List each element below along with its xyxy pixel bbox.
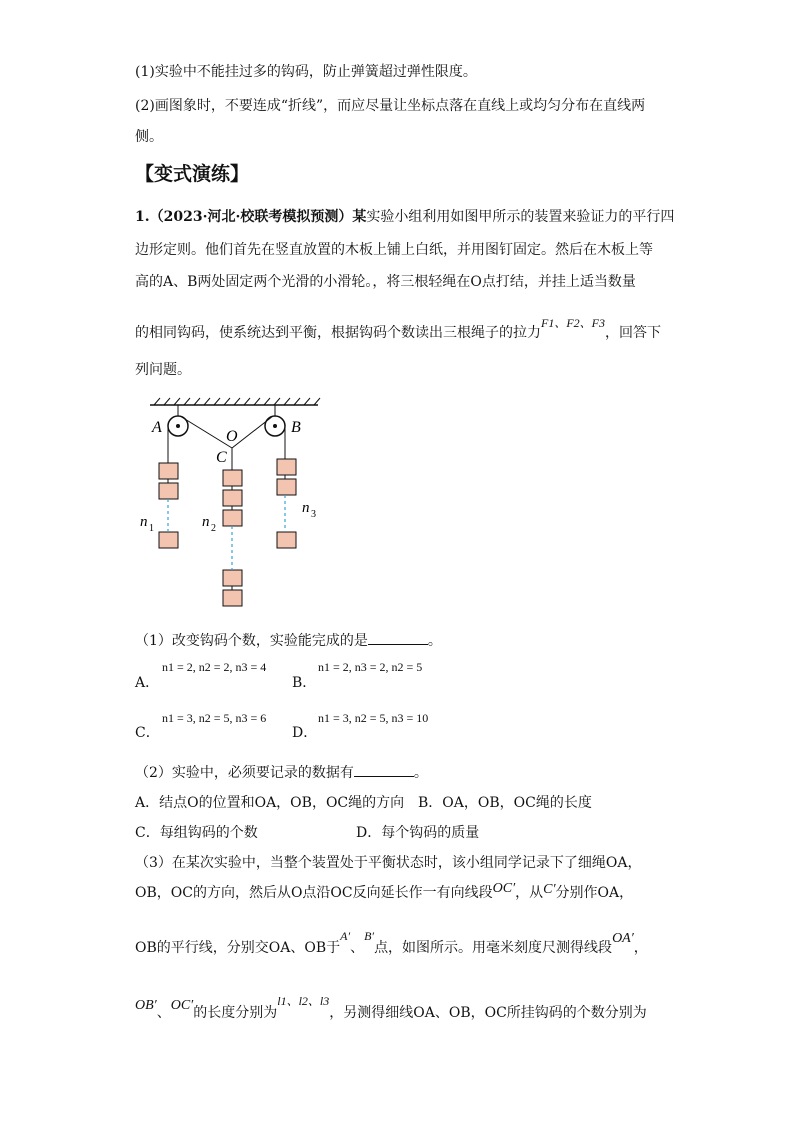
q3-line-3-c: ， [633, 940, 648, 956]
q1-option-d-eq: n1 = 3, n2 = 5, n3 = 10 [318, 711, 429, 725]
q3-line-1: （3）在某次实验中，当整个装置处于平衡状态时，该小组同学记录下了细绳OA， [135, 855, 642, 871]
label-a: A [152, 419, 162, 436]
q3-lengths: l1、l2、l3 [277, 994, 330, 1008]
q3-line-3-a: OB的平行线，分别交OA、OB于 [135, 940, 341, 956]
q3-sym-oa-prime: OA′ [612, 931, 634, 946]
q3-line-2-a: OB，OC的方向，然后从O点沿OC反向延长作一有向线段 [135, 885, 493, 901]
note-2-line-1: (2)画图象时，不要连成“折线”，而应尽量让坐标点落在直线上或均匀分布在直线两 [135, 98, 646, 114]
q3-line-3-sep: 、 [350, 940, 365, 956]
label-o: O [226, 428, 238, 445]
q1-option-c-label: C． [135, 725, 160, 741]
q1-option-a-eq: n1 = 2, n2 = 2, n3 = 4 [162, 660, 267, 674]
note-2-line-2: 侧。 [135, 129, 163, 145]
pulley-a-axle [176, 424, 180, 428]
q2-stem-text: （2）实验中，必须要记录的数据有 [135, 765, 354, 781]
label-n2: n [202, 514, 210, 530]
label-c: C [216, 449, 227, 466]
q3-line-4-b: ，另测得细线OA、OB，OC所挂钩码的个数分别为 [329, 1005, 647, 1021]
label-n3: n [302, 500, 310, 516]
q3-line-4-a: 的长度分别为 [193, 1005, 278, 1021]
q2-answer-blank[interactable] [354, 762, 414, 777]
problem-line-4-text-b: ，回答下 [605, 325, 661, 341]
q1-option-c-eq: n1 = 3, n2 = 5, n3 = 6 [162, 711, 267, 725]
problem-line-1 [135, 207, 674, 227]
q2-stem-end: 。 [413, 765, 428, 781]
problem-line-5: 列问题。 [135, 362, 191, 378]
problem-line-1-text: 实验小组利用如图甲所示的装置来验证力的平行四 [366, 209, 675, 225]
q1-option-b-label: B． [292, 675, 317, 691]
q3-sym-oc-prime: OC′ [492, 881, 516, 896]
q3-line-4-sep: 、 [156, 1005, 171, 1021]
label-n3-sub: 3 [311, 509, 316, 520]
q3-sym-oc-prime-2: OC′ [170, 998, 194, 1013]
q3-sym-b-prime: B′ [364, 929, 375, 943]
q2-option-d: D．每个钩码的质量 [356, 825, 480, 841]
problem-line-4-text-a: 的相同钩码，使系统达到平衡，根据钩码个数读出三根绳子的拉力 [135, 325, 541, 341]
ceiling-hatch [154, 398, 320, 405]
q1-option-a-label: A． [135, 675, 160, 691]
q3-line-3 [135, 929, 648, 959]
problem-line-4 [135, 316, 661, 343]
q3-line-2 [135, 883, 633, 904]
label-n1: n [140, 514, 148, 530]
q3-line-2-c: 分别作OA， [555, 885, 634, 901]
q3-sym-a-prime: A′ [340, 929, 351, 943]
pulley-b-axle [273, 424, 277, 428]
label-b: B [291, 419, 301, 436]
pulley-figure [140, 390, 330, 615]
section-title: 【变式演练】 [135, 163, 250, 185]
q1-answer-blank[interactable] [368, 630, 428, 645]
q2-stem [135, 762, 428, 783]
q2-option-b: B．OA，OB，OC绳的长度 [418, 795, 592, 811]
problem-number: 1. [135, 209, 150, 225]
q1-option-d-label: D． [292, 725, 318, 741]
note-1: (1)实验中不能挂过多的钩码，防止弹簧超过弹性限度。 [135, 64, 477, 80]
q3-line-2-b: ，从 [515, 885, 544, 901]
q3-sym-c-prime: C′ [543, 882, 556, 897]
q3-line-3-b: 点，如图所示。用毫米刻度尺测得线段 [374, 940, 613, 956]
problem-source: （2023·河北·校联考模拟预测） [149, 209, 353, 225]
q2-option-c: C．每组钩码的个数 [135, 825, 258, 841]
weights-n3 [277, 459, 296, 548]
q1-stem-text: （1）改变钩码个数，实验能完成的是 [135, 633, 368, 649]
q3-line-4 [135, 994, 647, 1024]
label-n2-sub: 2 [211, 523, 216, 534]
q1-stem [135, 630, 442, 651]
problem-line-3: 高的A、B两处固定两个光滑的小滑轮。，将三根轻绳在O点打结，并挂上适当数量 [135, 274, 636, 290]
label-n1-sub: 1 [149, 523, 154, 534]
q1-option-b-eq: n1 = 2, n3 = 2, n2 = 5 [318, 660, 423, 674]
rope-oa [180, 416, 232, 448]
q2-option-a: A．结点O的位置和OA，OB，OC绳的方向 [135, 795, 405, 811]
force-symbols: F1、F2、F3 [541, 316, 605, 330]
q3-sym-ob-prime: OB′ [135, 998, 157, 1013]
problem-line-2: 边形定则。他们首先在竖直放置的木板上铺上白纸，并用图钉固定。然后在木板上等 [135, 242, 653, 258]
problem-lead: 某 [352, 209, 367, 225]
q1-stem-end: 。 [427, 633, 442, 649]
